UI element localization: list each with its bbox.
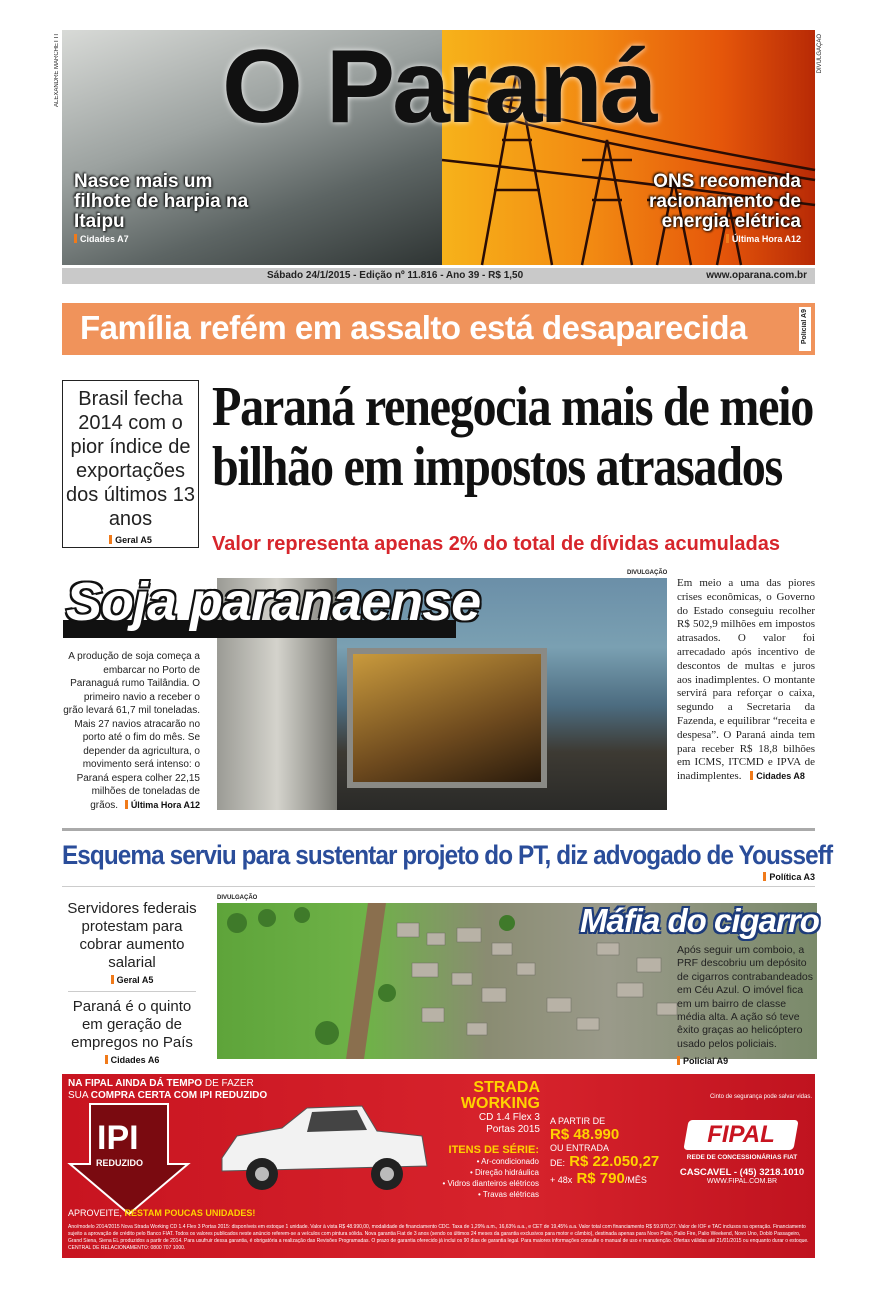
ship-hold-graphic (347, 648, 547, 788)
pickup-truck-icon (212, 1096, 432, 1196)
banner-ref: Policial A9 (801, 309, 808, 345)
ad-headline-2: SUA COMPRA CERTA COM IPI REDUZIDO (68, 1090, 268, 1101)
main-headline-line1: Paraná renegocia mais de meio (212, 376, 814, 438)
price-block (550, 1116, 670, 1187)
photo-credit-left: ALEXANDRE MARCHETTI (54, 34, 60, 108)
left-teaser-ref: Cidades A7 (74, 234, 274, 244)
banner-ref-box (799, 307, 811, 351)
banner-title: Família refém em assalto está desaparecida (80, 309, 747, 346)
soy-body: A produção de soja começa a embarcar no Porto de Paranaguá rumo Tailândia. O primeiro navio a receber o grão levará 61,7 mil toneladas. Mais 27 navios atracarão no porto até o fim do mês. Se depender da agricultura, o movimento será intenso: o Paraná espera colher 22,15 milhões de toneladas de grãos. (63, 651, 200, 811)
brief-ref: Cidades A6 (62, 1055, 202, 1065)
mafia-ref: Policial A9 (677, 1055, 817, 1068)
second-headline-ref: Política A3 (763, 872, 815, 882)
left-teaser-title: Nasce mais um filhote de harpia na Itaipu (74, 171, 249, 232)
top-banner-headline[interactable] (62, 303, 815, 355)
brief-text: Paraná é o quinto em geração de empregos no País (71, 998, 193, 1051)
main-subhead: Valor representa apenas 2% do total de dívidas acumuladas (212, 533, 780, 555)
main-headline-line2: bilhão em impostos atrasados (212, 436, 782, 498)
dealer-block (672, 1094, 812, 1185)
briefs-column (62, 900, 202, 1065)
exports-text: Brasil fecha 2014 com o pior índice de exportações dos últimos 13 anos (66, 388, 195, 530)
newspaper-title: O Paraná (222, 29, 655, 145)
installments-value: + 48x R$ 790/MÊS (550, 1170, 647, 1187)
mafia-photo-credit: DIVULGAÇÃO (217, 895, 258, 901)
item: • Direção hidráulica (469, 1168, 539, 1177)
price-from-label: A PARTIR DE (550, 1116, 606, 1126)
soy-story[interactable] (62, 650, 200, 812)
tax-story[interactable] (677, 577, 815, 784)
down-payment-label: OU ENTRADA (550, 1143, 610, 1153)
masthead (54, 29, 823, 265)
edition-date: Sábado 24/1/2015 - Edição nº 11.816 - Ano 39 - R$ 1,50 (267, 270, 524, 281)
brief-separator (68, 991, 196, 992)
right-teaser-ref: Última Hora A12 (601, 234, 801, 244)
price-value: R$ 48.990 (550, 1126, 620, 1143)
standard-items (434, 1144, 539, 1200)
brief-text: Servidores federais protestam para cobrar aumento salarial (67, 900, 197, 971)
main-headline[interactable] (212, 376, 814, 498)
item: • Vidros dianteiros elétricos (442, 1179, 539, 1188)
left-teaser[interactable] (74, 172, 274, 244)
brief-item[interactable] (62, 900, 202, 985)
soy-title: Soja paranaense (66, 572, 481, 632)
mafia-story[interactable] (677, 944, 817, 1069)
fipal-advertisement[interactable] (62, 1074, 815, 1258)
item: • Ar-condicionado (476, 1157, 539, 1166)
tax-story-body: Em meio a uma das piores crises econômicas, o Governo do Estado conseguiu recolher R$ 502,9 milhões em impostos atrasados. O valor foi arrecadado após incentivo de descontos de multas e juros aos inadimplentes. O montante servirá para reforçar o caixa, segundo a Secretaria da Fazenda, e equilibrar “receita e despesa”. O Paraná ainda tem para receber R$ 18,8 bilhões em ICMS, ITCMD e IPVA de inadimplentes. (677, 577, 815, 783)
mafia-title: Máfia do cigarro (580, 902, 819, 939)
ad-cta: APROVEITE, RESTAM POUCAS UNIDADES! (68, 1208, 256, 1218)
section-divider-thin (62, 886, 815, 887)
second-headline[interactable]: Esquema serviu para sustentar projeto do PT, diz advogado de Yousseff (62, 840, 833, 870)
model-block (450, 1080, 540, 1136)
brief-item[interactable] (62, 998, 202, 1065)
items-title: ITENS DE SÉRIE: (448, 1144, 539, 1156)
ad-fine-print: Ano/modelo 2014/2015 Nova Strada Working CD 1.4 Flex 3 Portas 2015: disponíveis em estoque 1 unidade. Valor à vista R$ 48.990,00, modalidade de financiamento CDC. Taxa de 1,29% a.m., 16,63% a.a., e CET de 19,45% a.a. Valor total com financiamento R$ 59.970,27. Valor de IOF e TAC inclusos na operação. Financiamento sujeito a aprovação de crédito pelo Banco FIAT. Todos os valores publicados neste anúncio referem-se a veículos com pintura sólida. Nova garantia Fiat de 3 anos (sendo os últimos 24 meses da garantia exclusivos para motor e câmbio), destinada apenas para Novo Palio, Palio Fire, Palio Weekend, Novo Uno, Doblò Passageiro, Grand Siena, Siena EL produzidos a partir de 2014. Para usufruir dessa garantia, é obrigatória a realização das Revisões Programadas. O prazo de garantia oferecido já inclui os 90 dias de garantia legal. Para maiores informações consulte o manual de uso e manutenção. Ofertas válidas até 21/01/2015 ou enquanto durar o estoque. CENTRAL DE RELACIONAMENTO: 0800 707 1000. (68, 1224, 809, 1251)
tax-story-ref: Cidades A8 (750, 771, 805, 781)
soy-photo-credit: DIVULGAÇÃO (627, 570, 668, 576)
seatbelt-note: Cinto de segurança pode salvar vidas. (709, 1094, 812, 1100)
website-link[interactable]: www.oparana.com.br (706, 270, 807, 281)
date-bar (62, 268, 815, 284)
mafia-body: Após seguir um comboio, a PRF descobriu um depósito de cigarros contrabandeados em Céu Azul. O imóvel fica em um bairro de classe média alta. A ação só teve êxito graças ao helicóptero usado pelos policiais. (677, 944, 814, 1050)
right-teaser-title: ONS recomenda racionamento de energia elétrica (648, 171, 801, 232)
ad-headline-1: NA FIPAL AINDA DÁ TEMPO DE FAZER (68, 1078, 254, 1089)
dealer-phone: CASCAVEL - (45) 3218.1010 (679, 1167, 805, 1178)
fipal-logo: FIPAL (683, 1120, 798, 1150)
right-teaser[interactable] (601, 172, 801, 244)
soy-ref: Última Hora A12 (125, 800, 200, 810)
ipi-sub-label: REDUZIDO (96, 1158, 143, 1168)
exports-ref: Geral A5 (63, 535, 198, 545)
dealer-network: REDE DE CONCESSIONÁRIAS FIAT (686, 1154, 798, 1161)
exports-box[interactable] (62, 380, 199, 548)
photo-credit-right: DIVULGAÇÃO (817, 34, 823, 74)
dealer-website[interactable]: WWW.FIPAL.COM.BR (706, 1178, 778, 1185)
model-name: STRADA WORKING (460, 1079, 540, 1112)
item: • Travas elétricas (477, 1190, 539, 1199)
down-payment-value: DE: R$ 22.050,27 (550, 1153, 660, 1170)
ipi-label: IPI (97, 1119, 139, 1157)
model-spec: CD 1.4 Flex 3 Portas 2015 (478, 1112, 540, 1135)
brief-ref: Geral A5 (62, 975, 202, 985)
section-divider (62, 828, 815, 831)
